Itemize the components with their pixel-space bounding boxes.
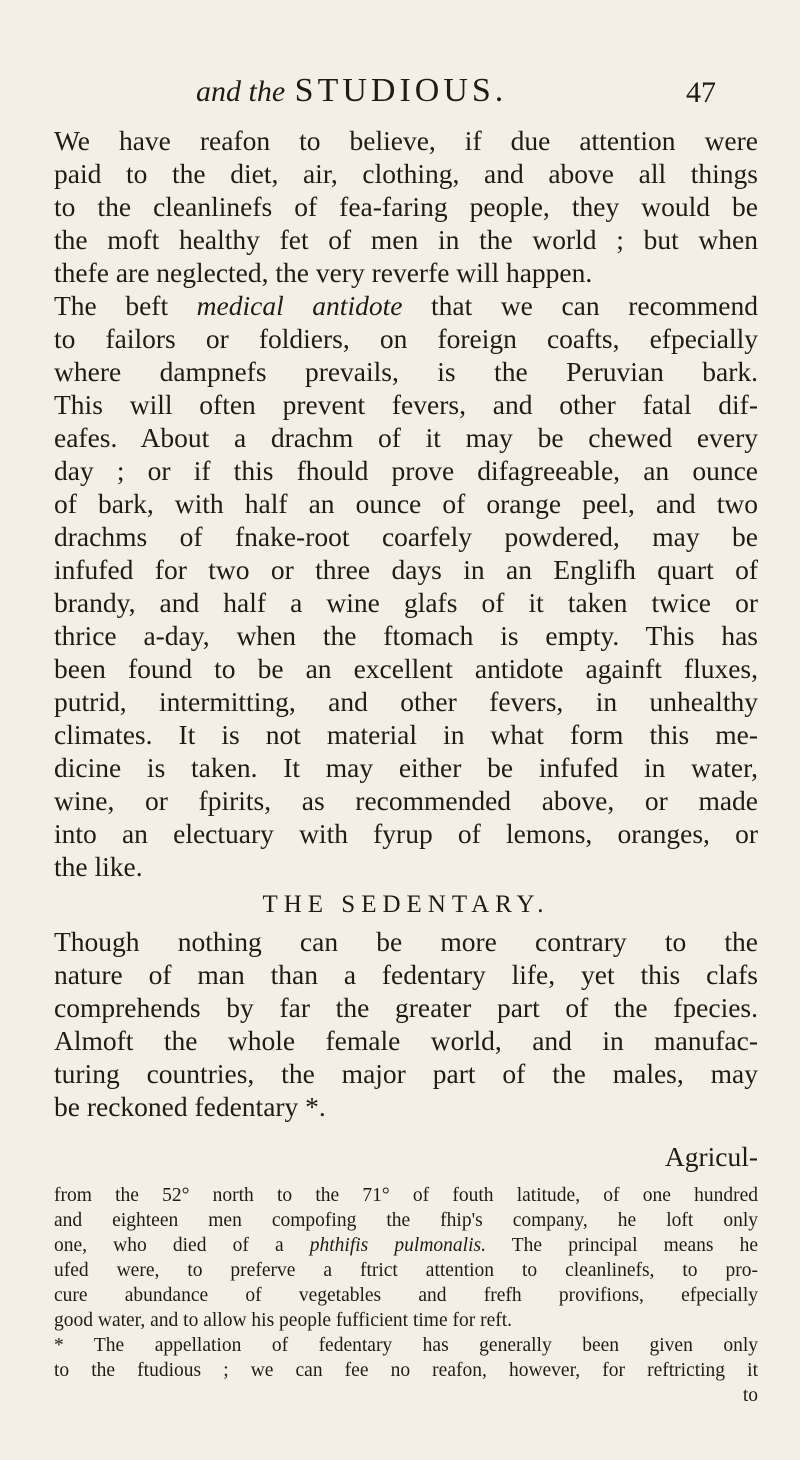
running-head: [196, 72, 507, 110]
running-head-italic: and the: [196, 75, 286, 108]
text-line: dicine is taken. It may either be infufed in water,: [54, 752, 758, 783]
footnote-catchword: to: [742, 1385, 758, 1406]
text-line: We have reafon to believe, if due attention were: [54, 125, 758, 156]
text-line: paid to the diet, air, clothing, and above all things: [54, 158, 758, 189]
text-line: where dampnefs prevails, is the Peruvian bark.: [54, 356, 758, 387]
text-line: nature of man than a fedentary life, yet this clafs: [54, 959, 758, 990]
text-line: [54, 289, 758, 322]
footnote-line: * The appellation of fedentary has generally been given only: [54, 1335, 758, 1356]
running-head-caps: STUDIOUS.: [294, 72, 508, 109]
text-run: that we can recommend: [431, 290, 759, 321]
text-run: The principal means he: [511, 1235, 758, 1256]
footnote-line: good water, and to allow his people fufficient time for reft.: [54, 1310, 513, 1331]
text-line: thrice a-day, when the ftomach is empty. This has: [54, 620, 758, 651]
text-line: eafes. About a drachm of it may be chewed every: [54, 422, 758, 453]
text-line: been found to be an excellent antidote againft fluxes,: [54, 653, 758, 684]
text-line: turing countries, the major part of the males, may: [54, 1058, 758, 1089]
text-line: the like.: [54, 851, 143, 882]
catchword: Agricul-: [664, 1141, 758, 1172]
text-run: The beft: [54, 290, 169, 321]
text-line: This will often prevent fevers, and other fatal dif-: [54, 389, 758, 420]
text-line: Though nothing can be more contrary to the: [54, 926, 758, 957]
footnote-line: and eighteen men compofing the fhip's company, he loft only: [54, 1210, 758, 1231]
text-line: into an electuary with fyrup of lemons, oranges, or: [54, 818, 758, 849]
footnote-line: [54, 1233, 758, 1258]
text-line: of bark, with half an ounce of orange peel, and two: [54, 488, 758, 519]
footnote-line: ufed were, to preferve a ftrict attention to cleanlinefs, to pro-: [54, 1260, 758, 1281]
text-line: drachms of fnake-root coarfely powdered, may be: [54, 521, 758, 552]
page-header: [196, 72, 716, 116]
body-text: [54, 124, 758, 1408]
paragraph-seafaring: [54, 124, 758, 289]
text-line: to the cleanlinefs of fea-faring people, they would be: [54, 191, 758, 222]
text-line: thefe are neglected, the very reverfe will happen.: [54, 257, 593, 288]
page-number: 47: [686, 76, 716, 109]
text-line: climates. It is not material in what form this me-: [54, 719, 758, 750]
footnote-star: [54, 1333, 758, 1408]
footnote-line: to the ftudious ; we can fee no reafon, however, for reftricting it: [54, 1360, 758, 1381]
text-line: brandy, and half a wine glafs of it taken twice or: [54, 587, 758, 618]
text-line: the moft healthy fet of men in the world ; but when: [54, 224, 758, 255]
text-line: day ; or if this fhould prove difagreeable, an ounce: [54, 455, 758, 486]
text-line: infufed for two or three days in an Englifh quart of: [54, 554, 758, 585]
paragraph-sedentary: [54, 925, 758, 1123]
text-line: Almoft the whole female world, and in manufac-: [54, 1025, 758, 1056]
text-line: be reckoned fedentary *.: [54, 1091, 326, 1122]
paragraph-antidote: [54, 289, 758, 883]
footnote-line: from the 52° north to the 71° of fouth latitude, of one hundred: [54, 1185, 758, 1206]
text-run: one, who died of a: [54, 1235, 284, 1256]
text-line: wine, or fpirits, as recommended above, or made: [54, 785, 758, 816]
text-line: comprehends by far the greater part of the fpecies.: [54, 992, 758, 1023]
section-heading: THE SEDENTARY.: [262, 891, 550, 918]
text-line: putrid, intermitting, and other fevers, in unhealthy: [54, 686, 758, 717]
footnote-line: cure abundance of vegetables and frefh provifions, efpecially: [54, 1285, 758, 1306]
italic-phrase: phthifis pulmonalis.: [309, 1235, 486, 1256]
italic-phrase: medical antidote: [196, 290, 403, 321]
text-line: to failors or foldiers, on foreign coafts, efpecially: [54, 323, 758, 354]
footnote-continued: [54, 1183, 758, 1333]
